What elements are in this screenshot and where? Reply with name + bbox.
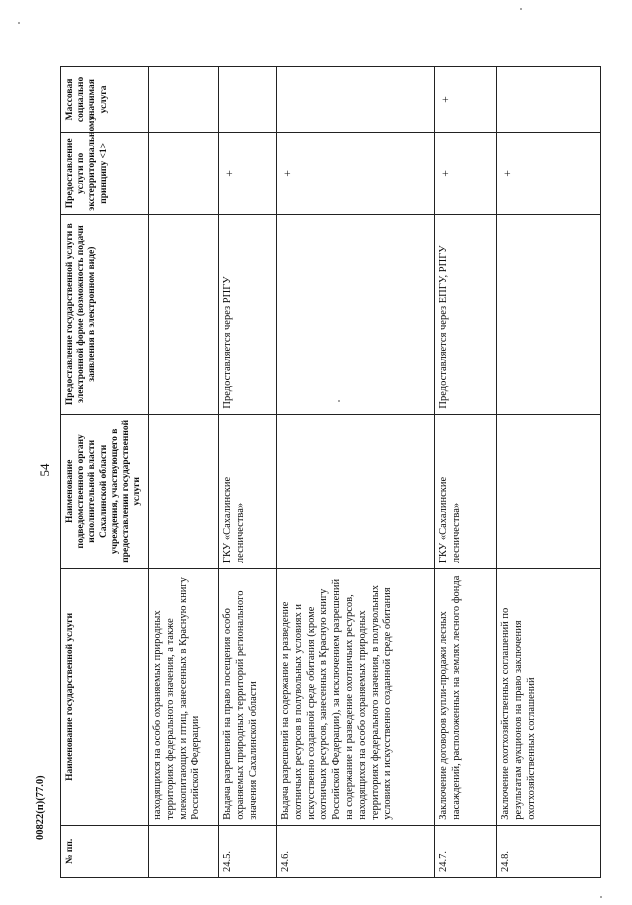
row-electronic [497,214,601,414]
header-extraterritorial: Предоставление услуги по экстерриториальному принципу <1> [61,132,149,214]
row-mass [277,67,435,133]
table-row [435,67,497,878]
row-electronic [149,214,219,414]
header-institution: Наименование подведомственного органу исполнительной власти Сахалинской области учреждения, участвующего в предоставлении государственной услуги [61,414,149,568]
row-extraterritorial: + [497,132,601,214]
row-electronic: Предоставляется через ЕПГУ, РПГУ [435,214,497,414]
row-service: Выдача разрешений на содержание и разведение охотничьих ресурсов в полувольных условиях и искусственно созданной среде обитания (кроме охотничьих ресурсов, занесенных в Красную книгу Российской Федерации), за исключением разрешений на содержание и разведение охотничьих ресурсов, находящихся на особо охраняемых природных территориях федерального значения, в полувольных условиях и искусственно созданной среде обитания [277,569,435,826]
row-electronic [277,214,435,414]
row-service: Заключение охотхозяйственных соглашений по результатам аукционов на право заключения охотхозяйственных соглашений [497,569,601,826]
row-number: 24.5. [219,825,277,877]
row-institution: ГКУ «Сахалинские лесничества» [435,414,497,568]
row-extraterritorial: + [435,132,497,214]
row-service: находящихся на особо охраняемых природных территориях федерального значения, а также млекопитающих и птиц, занесенных в Красную книгу Российской Федерации [149,569,219,826]
row-extraterritorial [149,132,219,214]
row-number [149,825,219,877]
row-institution [277,414,435,568]
scan-speck [520,8,522,10]
page-number: 54 [37,463,52,477]
row-mass: + [435,67,497,133]
table-row [219,67,277,878]
row-mass [497,67,601,133]
row-institution [149,414,219,568]
row-service: Заключение договоров купли-продажи лесных насаждений, расположенных на землях лесного фонда [435,569,497,826]
scan-speck [338,400,340,402]
header-service: Наименование государственной услуги [61,569,149,826]
footer-code: 00822(п)(77.0) [35,775,46,840]
table-row [497,67,601,878]
row-number: 24.7. [435,825,497,877]
footer [35,775,55,860]
row-extraterritorial: + [219,132,277,214]
row-institution [497,414,601,568]
row-mass [219,67,277,133]
row-service: Выдача разрешений на право посещения особо охраняемых природных территорий регионального значения Сахалинской области [219,569,277,826]
row-mass [149,67,219,133]
row-number: 24.6. [277,825,435,877]
header-mass: Массовая социально значимая услуга [61,67,149,133]
scan-speck [600,896,602,898]
header-number: № пп. [61,825,149,877]
header-electronic: Предоставление государственной услуги в электронной форме (возможность подачи заявления в электронном виде) [61,214,149,414]
row-number: 24.8. [497,825,601,877]
row-institution: ГКУ «Сахалинские лесничества» [219,414,277,568]
row-extraterritorial: + [277,132,435,214]
scan-speck [18,22,20,24]
rotated-table-container [60,66,600,878]
table-row [149,67,219,878]
services-table [60,66,601,878]
row-electronic: Предоставляется через РПГУ [219,214,277,414]
table-row [277,67,435,878]
table-header-row [61,67,149,878]
